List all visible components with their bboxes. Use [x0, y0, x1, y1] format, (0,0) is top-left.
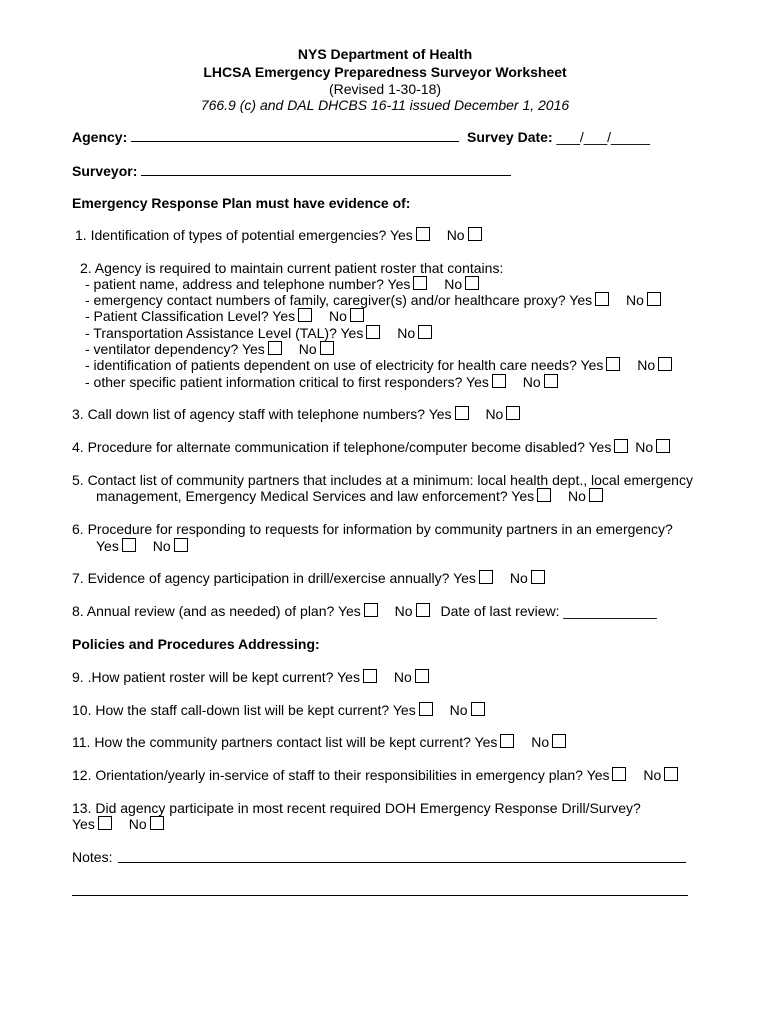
- yes-checkbox[interactable]: [612, 767, 626, 781]
- no-label: No: [643, 767, 662, 783]
- question-text: 12. Orientation/yearly in-service of staff to their responsibilities in emergency plan?: [72, 767, 583, 783]
- no-checkbox[interactable]: [656, 439, 670, 453]
- question-2d: [85, 325, 435, 341]
- question-2e: [85, 341, 337, 357]
- question-2b: [85, 292, 664, 308]
- question-text: - Transportation Assistance Level (TAL)?: [85, 325, 337, 341]
- yes-checkbox[interactable]: [614, 439, 628, 453]
- yes-label: Yes: [387, 276, 411, 292]
- yes-label: Yes: [466, 374, 489, 390]
- form-title: LHCSA Emergency Preparedness Surveyor Worksheet: [203, 64, 567, 80]
- yes-checkbox[interactable]: [595, 292, 609, 306]
- surveyor-field: [72, 163, 511, 179]
- agency-label: Agency:: [72, 129, 128, 145]
- question-text: - identification of patients dependent on use of electricity for health care needs?: [85, 357, 577, 373]
- no-label: No: [531, 734, 550, 750]
- yes-checkbox[interactable]: [298, 308, 312, 322]
- yes-label: Yes: [453, 570, 476, 586]
- yes-checkbox[interactable]: [98, 816, 112, 830]
- notes-label: Notes:: [72, 849, 113, 865]
- no-label: No: [444, 276, 463, 292]
- no-label: No: [394, 603, 413, 619]
- question-2c: [85, 308, 367, 324]
- question-5-continued: [96, 488, 606, 504]
- yes-checkbox[interactable]: [419, 702, 433, 716]
- no-checkbox[interactable]: [418, 325, 432, 339]
- question-2: 2. Agency is required to maintain current patient roster that contains:: [80, 260, 504, 276]
- no-label: No: [485, 406, 504, 422]
- question-12: [72, 767, 681, 783]
- question-text: 9. .How patient roster will be kept current?: [72, 669, 334, 685]
- yes-label: Yes: [586, 767, 610, 783]
- no-label: No: [449, 702, 468, 718]
- no-label: No: [568, 488, 586, 504]
- no-checkbox[interactable]: [506, 406, 520, 420]
- yes-label: Yes: [389, 227, 413, 243]
- yes-label: Yes: [337, 669, 360, 685]
- no-checkbox[interactable]: [150, 816, 164, 830]
- section-policies-heading: Policies and Procedures Addressing:: [72, 636, 320, 652]
- survey-date-blank[interactable]: ___/___/_____: [556, 129, 650, 145]
- yes-checkbox[interactable]: [455, 406, 469, 420]
- question-13-answers: [72, 816, 167, 832]
- yes-checkbox[interactable]: [500, 734, 514, 748]
- no-checkbox[interactable]: [465, 276, 479, 290]
- question-text: - ventilator dependency?: [85, 341, 239, 357]
- no-label: No: [393, 669, 412, 685]
- question-10: [72, 702, 488, 718]
- no-checkbox[interactable]: [350, 308, 364, 322]
- yes-checkbox[interactable]: [416, 227, 430, 241]
- no-label: No: [637, 357, 656, 373]
- header-org: NYS Department of Health: [297, 46, 473, 62]
- no-checkbox[interactable]: [415, 669, 429, 683]
- revision-note: (Revised 1-30-18): [328, 81, 442, 97]
- last-review-date-field[interactable]: Date of last review: ____________: [440, 603, 657, 619]
- question-text: 11. How the community partners contact list will be kept current?: [72, 734, 471, 750]
- no-checkbox[interactable]: [658, 357, 672, 371]
- question-text: 3. Call down list of agency staff with telephone numbers?: [72, 406, 426, 422]
- question-text: - patient name, address and telephone number?: [85, 276, 384, 292]
- yes-checkbox[interactable]: [492, 374, 506, 388]
- notes-line-1[interactable]: [118, 862, 686, 863]
- no-label: No: [329, 308, 347, 324]
- yes-checkbox[interactable]: [363, 669, 377, 683]
- surveyor-blank[interactable]: [141, 163, 511, 176]
- no-label: No: [152, 538, 171, 554]
- agency-blank[interactable]: [131, 129, 459, 142]
- no-checkbox[interactable]: [664, 767, 678, 781]
- no-checkbox[interactable]: [552, 734, 566, 748]
- question-text: 4. Procedure for alternate communication if telephone/computer become disabled?: [72, 439, 585, 455]
- question-1: [75, 227, 485, 243]
- yes-label: Yes: [580, 357, 604, 373]
- yes-label: Yes: [72, 816, 95, 832]
- question-text: 10. How the staff call-down list will be kept current?: [72, 702, 390, 718]
- yes-label: Yes: [569, 292, 593, 308]
- yes-checkbox[interactable]: [479, 570, 493, 584]
- no-checkbox[interactable]: [416, 603, 430, 617]
- question-7: [72, 570, 548, 586]
- no-label: No: [522, 374, 541, 390]
- question-13: 13. Did agency participate in most recent required DOH Emergency Response Drill/Survey?: [72, 800, 641, 816]
- citation: 766.9 (c) and DAL DHCBS 16-11 issued December 1, 2016: [200, 97, 570, 113]
- no-checkbox[interactable]: [468, 227, 482, 241]
- question-2a: [85, 276, 482, 292]
- question-text: 7. Evidence of agency participation in drill/exercise annually?: [72, 570, 450, 586]
- question-text: - Patient Classification Level?: [85, 308, 269, 324]
- notes-line-2[interactable]: [72, 895, 688, 896]
- question-text: - other specific patient information critical to first responders?: [85, 374, 463, 390]
- question-text: - emergency contact numbers of family, caregiver(s) and/or healthcare proxy?: [85, 292, 566, 308]
- no-checkbox[interactable]: [320, 341, 334, 355]
- question-4: [72, 439, 673, 455]
- question-text: management, Emergency Medical Services and law enforcement?: [96, 488, 508, 504]
- question-text: 1. Identification of types of potential emergencies?: [75, 227, 387, 243]
- no-checkbox[interactable]: [471, 702, 485, 716]
- no-label: No: [128, 816, 147, 832]
- no-label: No: [635, 439, 654, 455]
- no-label: No: [298, 341, 317, 357]
- survey-date-label: Survey Date:: [467, 129, 553, 145]
- question-6: 6. Procedure for responding to requests for information by community partners in an emergency?: [72, 521, 673, 537]
- yes-label: Yes: [428, 406, 452, 422]
- no-label: No: [446, 227, 465, 243]
- no-checkbox[interactable]: [174, 538, 188, 552]
- question-2g: [85, 374, 561, 390]
- question-9: [72, 669, 432, 685]
- yes-label: Yes: [474, 734, 498, 750]
- question-5: 5. Contact list of community partners that includes at a minimum: local health dept., local emergency: [72, 472, 693, 488]
- no-label: No: [626, 292, 644, 308]
- yes-checkbox[interactable]: [537, 488, 551, 502]
- yes-label: Yes: [96, 538, 119, 554]
- yes-label: Yes: [392, 702, 416, 718]
- yes-label: Yes: [241, 341, 265, 357]
- no-label: No: [509, 570, 528, 586]
- no-label: No: [397, 325, 416, 341]
- yes-checkbox[interactable]: [366, 325, 380, 339]
- no-checkbox[interactable]: [647, 292, 661, 306]
- yes-label: Yes: [272, 308, 296, 324]
- question-3: [72, 406, 523, 422]
- question-text: 8. Annual review (and as needed) of plan?: [72, 603, 335, 619]
- agency-field: [72, 129, 650, 145]
- yes-label: Yes: [588, 439, 612, 455]
- yes-label: Yes: [511, 488, 535, 504]
- yes-checkbox[interactable]: [122, 538, 136, 552]
- no-checkbox[interactable]: [589, 488, 603, 502]
- yes-checkbox[interactable]: [364, 603, 378, 617]
- yes-label: Yes: [340, 325, 364, 341]
- question-6-answers: [96, 538, 191, 554]
- question-8: [72, 603, 657, 619]
- yes-checkbox[interactable]: [606, 357, 620, 371]
- yes-checkbox[interactable]: [268, 341, 282, 355]
- yes-label: Yes: [337, 603, 361, 619]
- question-2f: [85, 357, 675, 373]
- no-checkbox[interactable]: [544, 374, 558, 388]
- section-erp-heading: Emergency Response Plan must have evidence of:: [72, 195, 411, 211]
- no-checkbox[interactable]: [531, 570, 545, 584]
- question-11: [72, 734, 569, 750]
- yes-checkbox[interactable]: [413, 276, 427, 290]
- surveyor-label: Surveyor:: [72, 163, 138, 179]
